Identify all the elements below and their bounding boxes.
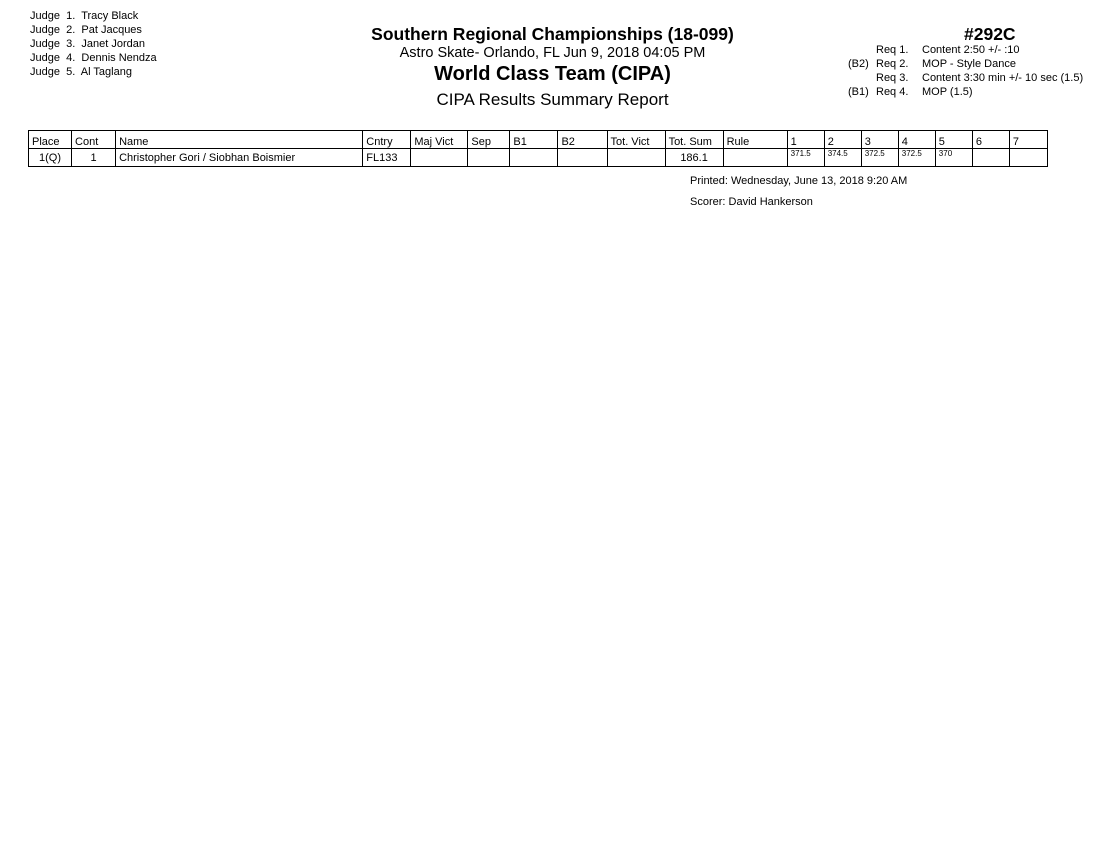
column-header-cont: Cont [72,131,116,149]
column-header-name: Name [116,131,363,149]
requirement-text: Content 2:50 +/- :10 [922,44,1020,56]
column-header-judge-7: 7 [1009,131,1047,149]
tot-sum-cell: 186.1 [665,149,723,167]
column-header-judge-2: 2 [824,131,861,149]
event-title: World Class Team (CIPA) [434,63,671,85]
table-header-row [29,131,1048,149]
table-row [29,149,1048,167]
judge-1-score: 371.5 [787,149,824,167]
requirement-text: MOP (1.5) [922,86,973,98]
competition-title: Southern Regional Championships (18-099) [371,24,734,44]
requirement-entry [848,85,1083,99]
judge-label: Judge 2. [30,24,76,36]
b2-cell [558,149,607,167]
judge-entry [30,23,157,37]
judge-label: Judge 4. [30,52,76,64]
judge-4-score: 372.5 [898,149,935,167]
cont-cell: 1 [72,149,116,167]
judge-name: Pat Jacques [81,24,142,36]
scorer-name: Scorer: David Hankerson [690,196,813,208]
judge-7-score [1009,149,1047,167]
printed-date: Printed: Wednesday, June 13, 2018 9:20 AM [690,175,908,187]
event-id: #292C [964,24,1016,44]
requirement-number: Req 1. [876,44,909,56]
judge-entry [30,51,157,65]
column-header-rule: Rule [723,131,787,149]
requirement-number: Req 3. [876,72,909,84]
requirement-entry [848,43,1083,57]
judge-label: Judge 1. [30,10,76,22]
column-header-tot-sum: Tot. Sum [665,131,723,149]
judge-name: Al Taglang [80,66,132,78]
judges-list [30,9,157,79]
judge-3-score: 372.5 [861,149,898,167]
judge-6-score [972,149,1009,167]
judge-entry [30,65,157,79]
results-table [28,130,1048,167]
column-header-cntry: Cntry [363,131,411,149]
column-header-judge-5: 5 [935,131,972,149]
rule-cell [723,149,787,167]
requirement-number: Req 4. [876,86,909,98]
requirement-tag: (B2) [848,58,869,70]
judge-name: Janet Jordan [81,38,145,50]
judge-5-score: 370 [935,149,972,167]
column-header-sep: Sep [468,131,510,149]
column-header-judge-6: 6 [972,131,1009,149]
b1-cell [510,149,558,167]
judge-name: Dennis Nendza [81,52,157,64]
requirement-tag: (B1) [848,86,869,98]
sep-cell [468,149,510,167]
requirement-text: MOP - Style Dance [922,58,1016,70]
requirement-entry [848,71,1083,85]
column-header-place: Place [29,131,72,149]
cntry-cell: FL133 [363,149,411,167]
column-header-judge-4: 4 [898,131,935,149]
maj-vict-cell [411,149,468,167]
column-header-maj-vict: Maj Vict [411,131,468,149]
column-header-b2: B2 [558,131,607,149]
requirement-entry [848,57,1083,71]
column-header-tot-vict: Tot. Vict [607,131,665,149]
name-cell: Christopher Gori / Siobhan Boismier [116,149,363,167]
tot-vict-cell [607,149,665,167]
requirement-number: Req 2. [876,58,909,70]
requirement-text: Content 3:30 min +/- 10 sec (1.5) [922,72,1084,84]
column-header-b1: B1 [510,131,558,149]
column-header-judge-1: 1 [787,131,824,149]
place-cell: 1(Q) [29,149,72,167]
column-header-judge-3: 3 [861,131,898,149]
judge-entry [30,37,157,51]
requirements-list [848,43,1083,99]
judge-2-score: 374.5 [824,149,861,167]
judge-name: Tracy Black [81,10,139,22]
judge-label: Judge 3. [30,38,76,50]
report-title: CIPA Results Summary Report [436,90,669,109]
venue-line: Astro Skate- Orlando, FL Jun 9, 2018 04:05 PM [399,45,706,61]
judge-label: Judge 5. [30,66,76,78]
judge-entry [30,9,157,23]
